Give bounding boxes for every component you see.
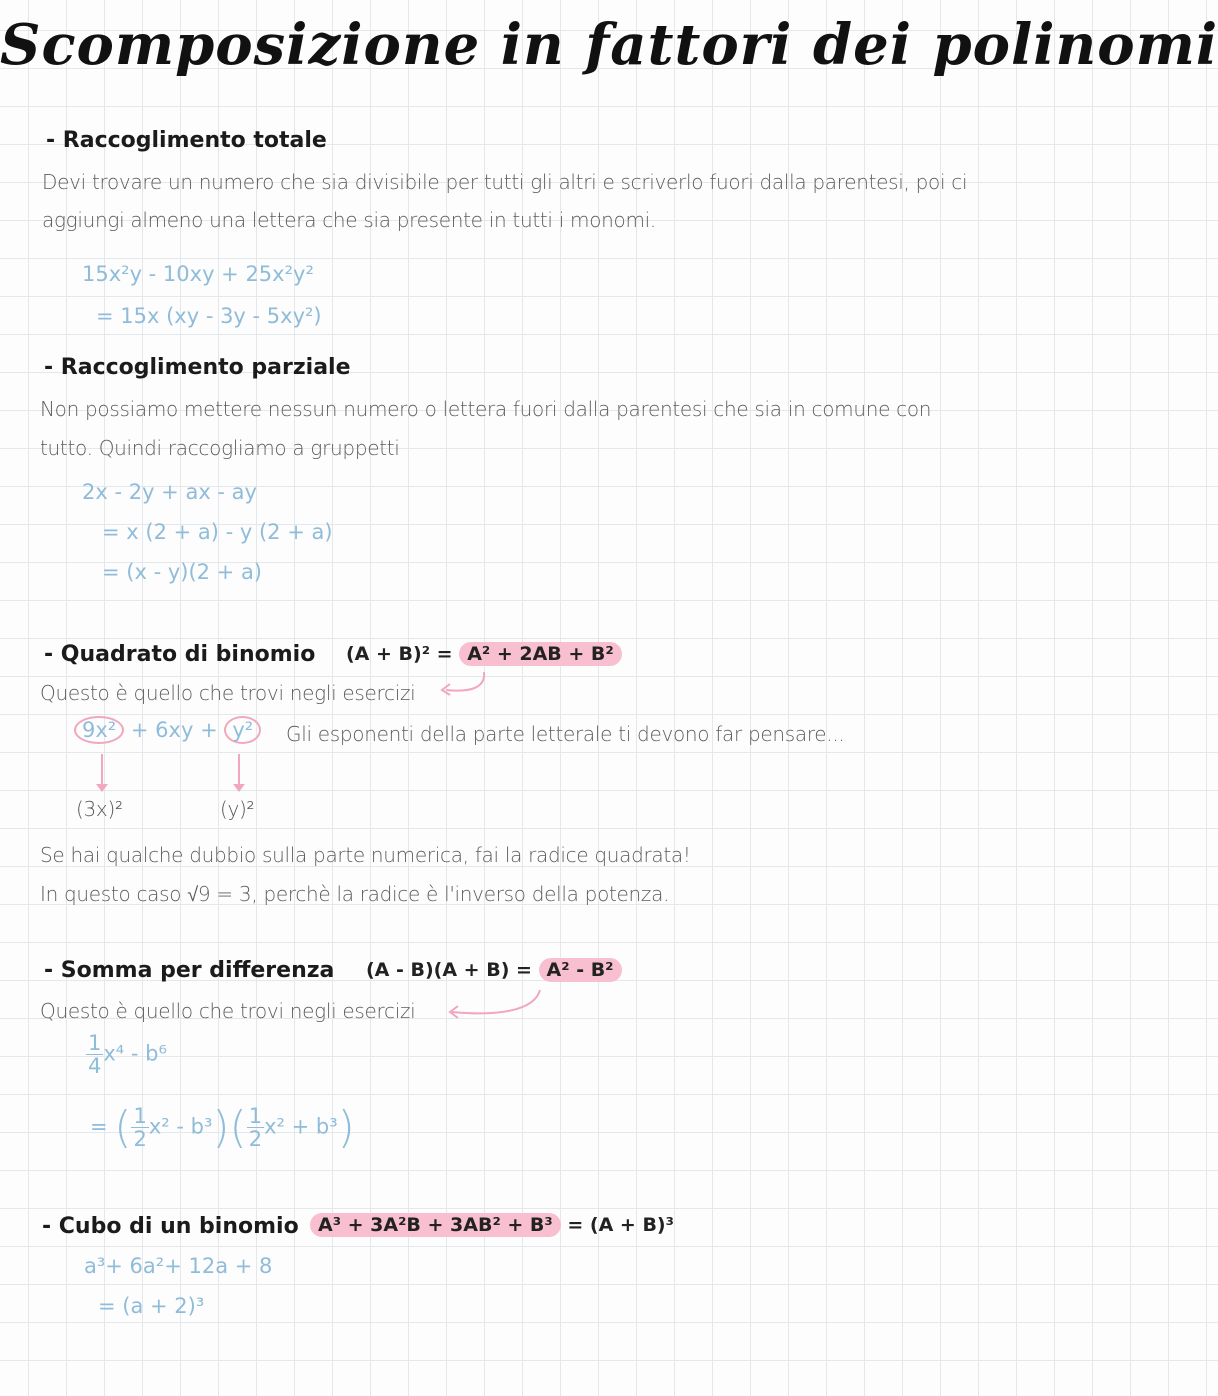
cubo-formula xyxy=(310,1214,674,1236)
totale-text-line1: Devi trovare un numero che sia divisibile per tutti gli altri e scriverlo fuori dalla parentesi, poi ci xyxy=(42,170,968,194)
fraction-denominator: 2 xyxy=(133,1127,147,1151)
totale-example-line1: 15x²y - 10xy + 25x²y² xyxy=(82,262,314,286)
fraction-denominator: 4 xyxy=(88,1054,102,1079)
quadrato-root2: (y)² xyxy=(220,797,255,821)
quadrato-term-mid: + 6xy + xyxy=(130,718,218,742)
quadrato-formula-left: (A + B)² = xyxy=(346,643,453,665)
quadrato-formula-highlight: A² + 2AB + B² xyxy=(459,642,622,666)
fraction-numerator: 1 xyxy=(88,1031,102,1055)
heading-somma-per-differenza: - Somma per differenza xyxy=(44,958,335,983)
equals-sign: = xyxy=(90,1114,108,1139)
quadrato-term2-circled: y² xyxy=(224,716,261,744)
quadrato-term1-circled: 9x² xyxy=(74,716,124,744)
heading-quadrato-di-binomio: - Quadrato di binomio xyxy=(44,642,316,667)
cubo-example-line1: a³+ 6a²+ 12a + 8 xyxy=(84,1254,273,1278)
arrow-down-icon xyxy=(101,754,103,790)
quadrato-text-line2: In questo caso √9 = 3, perchè la radice è l'inverso della potenza. xyxy=(40,882,670,906)
fraction-numerator: 1 xyxy=(248,1103,263,1128)
fraction-one-half xyxy=(131,1105,148,1150)
somma-factor-a: x² - b³ xyxy=(148,1114,213,1139)
fraction-denominator: 2 xyxy=(248,1127,263,1151)
heading-raccoglimento-parziale: - Raccoglimento parziale xyxy=(44,355,351,380)
fraction-one-half xyxy=(247,1105,264,1150)
parziale-example-line3: = (x - y)(2 + a) xyxy=(102,560,263,584)
somma-note: Questo è quello che trovi negli esercizi xyxy=(40,999,416,1023)
quadrato-text-line1: Se hai qualche dubbio sulla parte numerica, fai la radice quadrata! xyxy=(40,843,691,867)
curved-arrow-icon xyxy=(436,668,492,698)
parziale-example-line1: 2x - 2y + ax - ay xyxy=(82,480,257,504)
quadrato-root1: (3x)² xyxy=(76,797,123,821)
arrow-down-icon xyxy=(238,754,240,790)
parziale-example-line2: = x (2 + a) - y (2 + a) xyxy=(102,520,333,544)
somma-formula xyxy=(366,959,622,981)
somma-factor-b: x² + b³ xyxy=(264,1114,338,1139)
totale-example-line2: = 15x (xy - 3y - 5xy²) xyxy=(96,304,322,328)
quadrato-formula xyxy=(346,643,622,665)
curved-arrow-icon xyxy=(444,986,548,1020)
parziale-text-line2: tutto. Quindi raccogliamo a gruppetti xyxy=(40,436,400,460)
heading-cubo-di-un-binomio: - Cubo di un binomio xyxy=(42,1214,299,1239)
somma-example-rest: x⁴ - b⁶ xyxy=(103,1041,167,1066)
parziale-text-line1: Non possiamo mettere nessun numero o lettera fuori dalla parentesi che sia in comune con xyxy=(40,397,932,421)
quadrato-note: Questo è quello che trovi negli esercizi xyxy=(40,681,416,705)
page-title: Scomposizione in fattori dei polinomi xyxy=(0,12,1218,78)
cubo-formula-right: = (A + B)³ xyxy=(567,1214,674,1236)
somma-example-line1 xyxy=(86,1032,167,1077)
heading-raccoglimento-totale: - Raccoglimento totale xyxy=(46,128,327,153)
totale-text-line2: aggiungi almeno una lettera che sia presente in tutti i monomi. xyxy=(42,208,656,232)
somma-formula-highlight: A² - B² xyxy=(539,958,622,982)
quadrato-comment: Gli esponenti della parte letterale ti devono far pensare... xyxy=(286,722,845,746)
fraction-one-quarter xyxy=(86,1032,103,1077)
quadrato-example xyxy=(74,716,261,744)
fraction-numerator: 1 xyxy=(133,1103,147,1128)
cubo-formula-highlight: A³ + 3A²B + 3AB² + B³ xyxy=(310,1213,561,1237)
somma-example-line2: = ( $\frac{1}{2}$ x² - b³)( $\frac{1}{2}$ x² + b³) xyxy=(90,1102,355,1153)
somma-formula-left: (A - B)(A + B) = xyxy=(366,959,532,981)
cubo-example-line2: = (a + 2)³ xyxy=(98,1294,205,1318)
